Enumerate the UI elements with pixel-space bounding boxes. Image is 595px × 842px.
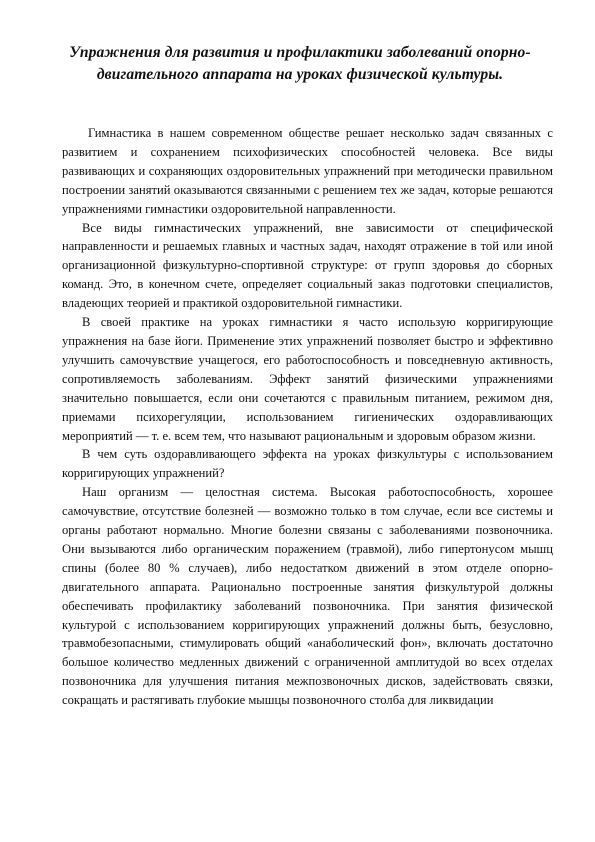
paragraph-gymnastic-exercises: Все виды гимнастических упражнений, вне зависимости от специфической направленности и решаемых главных и частных задач, находят отражение в той или иной организационной физкультурно-спортивной структуре: от групп здоровья до сборных команд. Это, в конечном счете, определяет социальный заказ подготовки специалистов, владеющих теорией и практикой оздоровительной гимнастики. xyxy=(62,220,553,311)
paragraph-organism-system: Наш организм — целостная система. Высокая работоспособность, хорошее самочувствие, отсутствие болезней — возможно только в том случае, если все системы и органы работают нормально. Многие болезни связаны с заболеваниями позвоночника. Они вызываются либо органическим поражением (травмой), либо гипертонусом мышц спины (более 80 % случаев), либо недостатком движений в этом отделе опорно-двигательного аппарата. Рационально построенные занятия физкультурой должны обеспечивать профилактику заболеваний позвоночника. При занятия физической культурой с использованием корригирующих упражнений должны быть, безусловно, травмобезопасными, стимулировать общий «анаболический фон», включать достаточно большое количество медленных движений с ограниченной амплитудой во всех отделах позвоночника для улучшения питания межпозвоночных дисков, задействовать связки, сокращать и растягивать глубокие мышцы позвоночного столба для ликвидации xyxy=(62,485,553,708)
paragraph-gymnastics-tasks: Гимнастика в нашем современном обществе решает несколько задач связанных с развитием и сохранением психофизических способностей человека. Все виды развивающих и сохраняющих оздоровительных упражнений при методически правильном построении занятий оказываются связанными с решением тех же задач, которые решаются упражнениями гимнастики оздоровительной направленности. xyxy=(62,126,553,216)
document-title: Упражнения для развития и профилактики заболеваний опорно-двигательного аппарата на уроках физической культуры. xyxy=(69,44,531,83)
paragraph-yoga-practice: В своей практике на уроках гимнастики я часто использую корригирующие упражнения на базе йоги. Применение этих упражнений позволяет быстро и эффективно улучшить самочувствие учащегося, его работоспособность и повседневную активность, сопротивляемость заболеваниям. Эффект занятий физическими упражнениями значительно повышается, если они сочетаются с правильным питанием, режимом дня, приемами психорегуляции, использованием гигиенических оздоравливающих мероприятий — т. е. всем тем, что называют рациональным и здоровым образом жизни. xyxy=(62,315,553,443)
document-body xyxy=(62,124,553,710)
paragraph-question: В чем суть оздоравливающего эффекта на уроках физкультуры с использованием корригирующих упражнений? xyxy=(62,447,553,481)
